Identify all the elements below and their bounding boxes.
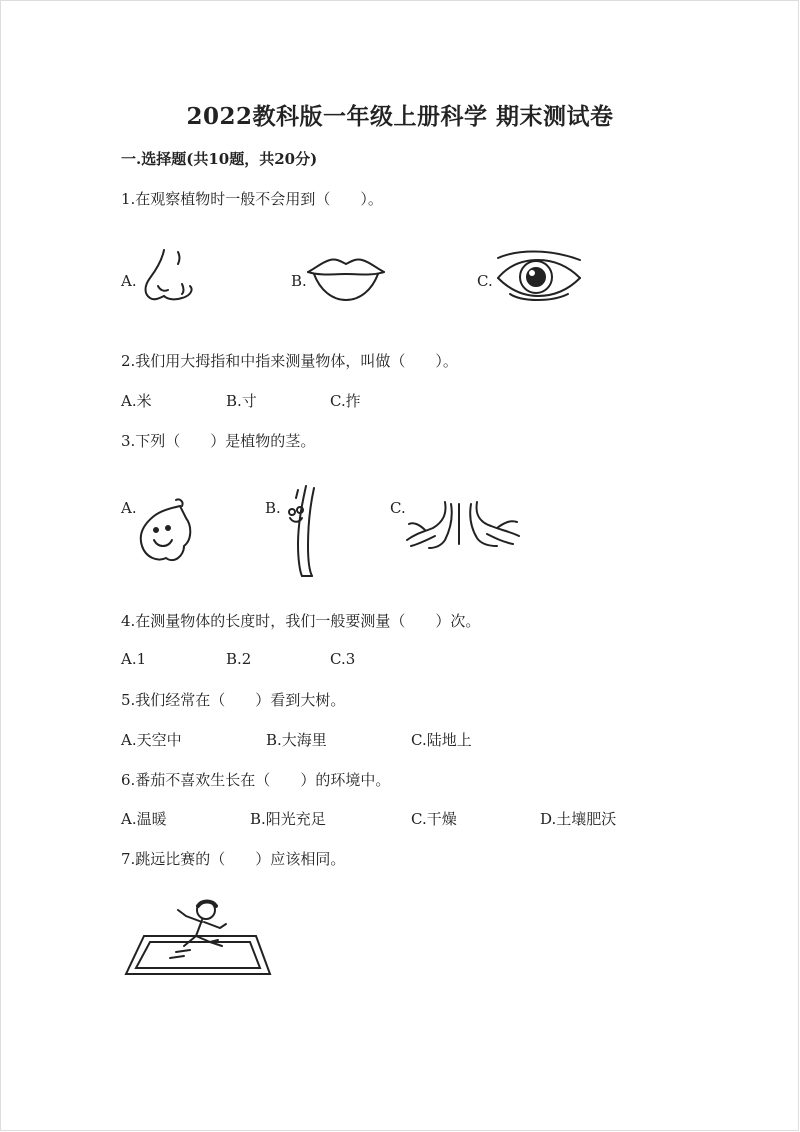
question-4-option-b: B.2 — [226, 650, 252, 668]
eye-icon — [492, 248, 588, 304]
question-4-stem: 4.在测量物体的长度时，我们一般要测量（ ）次。 — [121, 612, 481, 630]
mouth-icon — [306, 252, 386, 304]
question-3-option-b: B. — [265, 499, 281, 517]
question-6-option-d: D.土壤肥沃 — [540, 810, 617, 828]
question-5-stem: 5.我们经常在（ ）看到大树。 — [121, 691, 346, 709]
nose-icon — [138, 246, 200, 304]
section-heading: 一.选择题(共10题，共20分) — [121, 150, 318, 168]
question-3-stem: 3.下列（ ）是植物的茎。 — [121, 432, 316, 450]
question-2-option-c: C.拃 — [330, 392, 361, 410]
leaf-icon — [136, 496, 196, 566]
question-2-option-a: A.米 — [121, 392, 152, 410]
question-4-option-c: C.3 — [330, 650, 356, 668]
question-7-stem: 7.跳远比赛的（ ）应该相同。 — [121, 850, 346, 868]
page-title: 2022教科版一年级上册科学 期末测试卷 — [186, 103, 614, 130]
roots-icon — [405, 500, 521, 550]
question-2-option-b: B.寸 — [226, 392, 257, 410]
question-6-stem: 6.番茄不喜欢生长在（ ）的环境中。 — [121, 771, 391, 789]
stem-icon — [278, 484, 318, 578]
question-6-option-a: A.温暖 — [121, 810, 167, 828]
question-1-option-a: A. — [121, 272, 137, 290]
question-6-option-b: B.阳光充足 — [250, 810, 326, 828]
question-3-option-a: A. — [121, 499, 137, 517]
question-2-stem: 2.我们用大拇指和中指来测量物体，叫做（ ）。 — [121, 352, 458, 370]
question-3-option-c: C. — [390, 499, 406, 517]
question-1-option-c: C. — [477, 272, 493, 290]
question-6-option-c: C.干燥 — [411, 810, 457, 828]
question-5-option-c: C.陆地上 — [411, 731, 472, 749]
question-1-stem: 1.在观察植物时一般不会用到（ ）。 — [121, 190, 383, 208]
question-1-option-b: B. — [291, 272, 307, 290]
question-5-option-b: B.大海里 — [266, 731, 327, 749]
question-4-option-a: A.1 — [121, 650, 147, 668]
question-5-option-a: A.天空中 — [121, 731, 182, 749]
long-jump-icon — [124, 896, 274, 978]
